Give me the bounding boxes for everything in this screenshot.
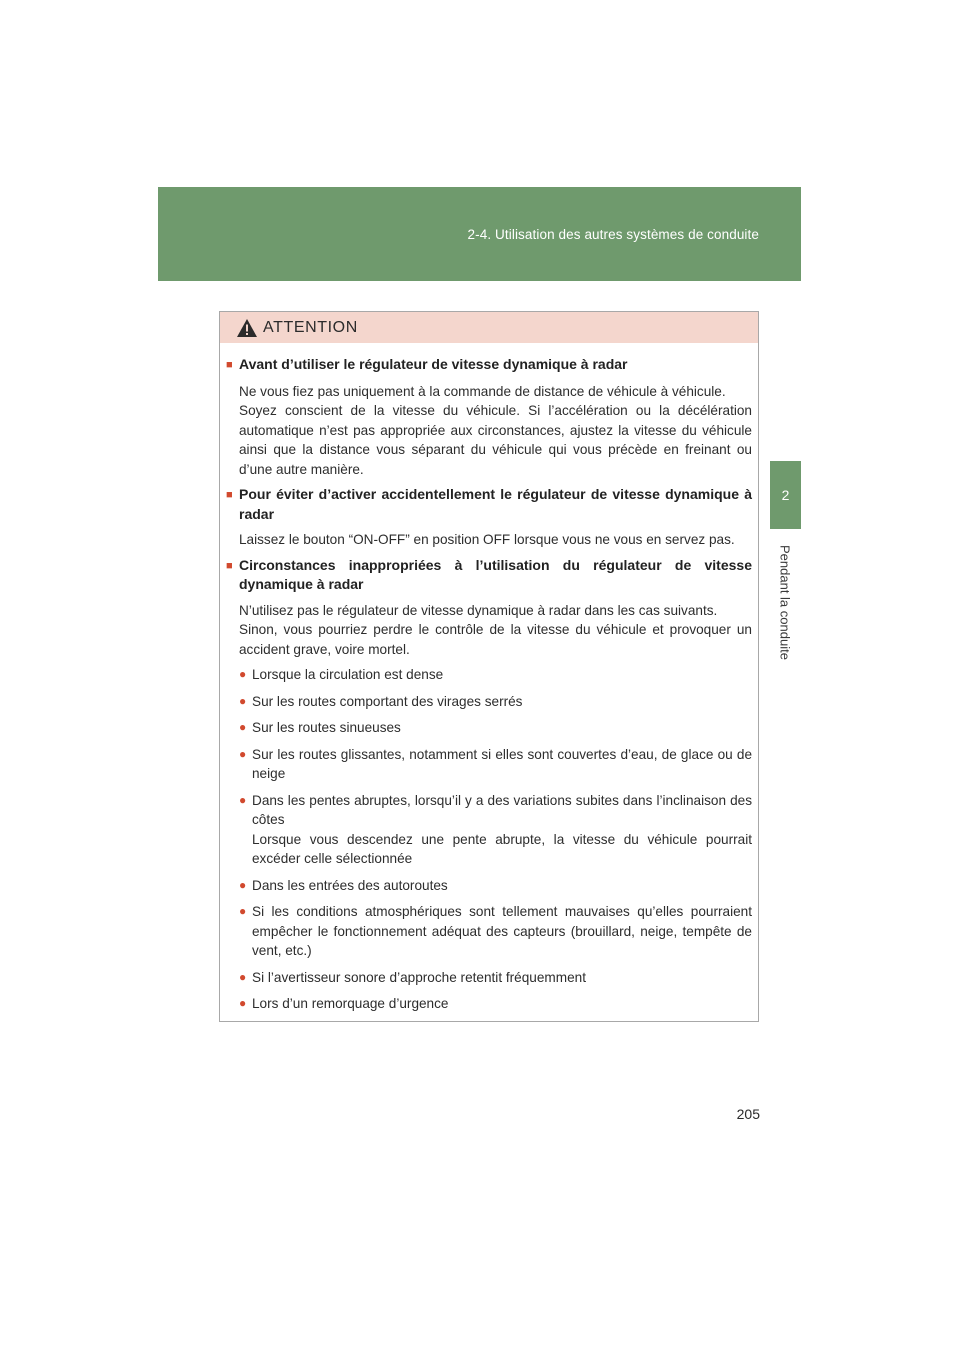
paragraph: Sinon, vous pourriez perdre le contrôle de la vitesse du véhicule et provoquer un accident grave, voire mortel.	[239, 622, 752, 657]
circle-bullet-icon: ●	[239, 877, 247, 892]
list-item: ● Dans les entrées des autoroutes	[239, 876, 752, 896]
warning-header	[220, 312, 758, 343]
paragraph: Soyez conscient de la vitesse du véhicule. Si l’accélération ou la décélération automatique n’est pas appropriée aux circonstances, ajustez la vitesse du véhicule ainsi que la distance vous séparant du véhicule qui vous précède en freinant ou d’une autre manière.	[239, 403, 752, 477]
section-before-use	[226, 355, 752, 479]
section-header-band	[158, 187, 801, 281]
list-item: ● Sur les routes glissantes, notamment si elles sont couvertes d’eau, de glace ou de neige	[239, 745, 752, 784]
paragraph: N’utilisez pas le régulateur de vitesse dynamique à radar dans les cas suivants.	[239, 602, 718, 618]
chapter-label-text: Pendant la conduite	[777, 544, 793, 660]
page-number: 205	[736, 1106, 760, 1122]
section-title-before-use: ■ Avant d’utiliser le régulateur de vitesse dynamique à radar	[226, 355, 752, 376]
circle-bullet-icon: ●	[239, 996, 247, 1010]
section-title-inappropriate: ■ Circonstances inappropriées à l’utilisation du régulateur de vitesse dynamique à radar	[226, 556, 752, 595]
list-item: ● Sur les routes comportant des virages serrés	[239, 692, 752, 712]
circle-bullet-icon: ●	[239, 904, 247, 918]
square-bullet-icon: ■	[226, 559, 233, 572]
circle-bullet-icon: ●	[239, 969, 247, 984]
section-title: 2-4. Utilisation des autres systèmes de conduite	[467, 227, 759, 242]
chapter-number-tab: 2	[770, 461, 801, 529]
circle-bullet-icon: ●	[239, 720, 247, 734]
section-inappropriate-circumstances	[226, 556, 752, 1014]
warning-triangle-icon	[236, 318, 258, 338]
bullet-note: Lorsque vous descendez une pente abrupte, la vitesse du véhicule pourrait excéder celle sélectionnée	[252, 831, 752, 866]
list-item: ● Dans les pentes abruptes, lorsqu’il y a des variations subites dans l’inclinaison des côtes Lorsque vous descendez une pente abrupte, la vitesse du véhicule pourrait excéder celle sélectionnée	[239, 791, 752, 869]
section-title-avoid-activation: ■ Pour éviter d’activer accidentellement le régulateur de vitesse dynamique à radar	[226, 485, 752, 524]
section-avoid-activation	[226, 485, 752, 550]
bullet-list	[239, 665, 752, 1014]
list-item: ● Si l’avertisseur sonore d’approche retentit fréquemment	[239, 968, 752, 988]
circle-bullet-icon: ●	[239, 792, 247, 807]
chapter-label	[767, 537, 803, 667]
paragraph: Ne vous fiez pas uniquement à la commande de distance de véhicule à véhicule.	[239, 383, 726, 399]
square-bullet-icon: ■	[226, 489, 233, 501]
list-item: ● Lors d’un remorquage d’urgence	[239, 994, 752, 1014]
paragraph: Laissez le bouton “ON-OFF” en position OFF lorsque vous ne vous en servez pas.	[239, 532, 735, 547]
list-item: ● Si les conditions atmosphériques sont tellement mauvaises qu’elles pourraient empêcher le fonctionnement adéquat des capteurs (brouillard, neige, tempête de vent, etc.)	[239, 902, 752, 961]
square-bullet-icon: ■	[226, 359, 233, 371]
circle-bullet-icon: ●	[239, 746, 247, 761]
circle-bullet-icon: ●	[239, 693, 247, 708]
list-item: ● Lorsque la circulation est dense	[239, 665, 752, 685]
list-item: ● Sur les routes sinueuses	[239, 718, 752, 738]
warning-box	[219, 311, 759, 1022]
warning-body	[220, 343, 758, 1014]
circle-bullet-icon: ●	[239, 667, 247, 681]
warning-title: ATTENTION	[263, 318, 358, 336]
